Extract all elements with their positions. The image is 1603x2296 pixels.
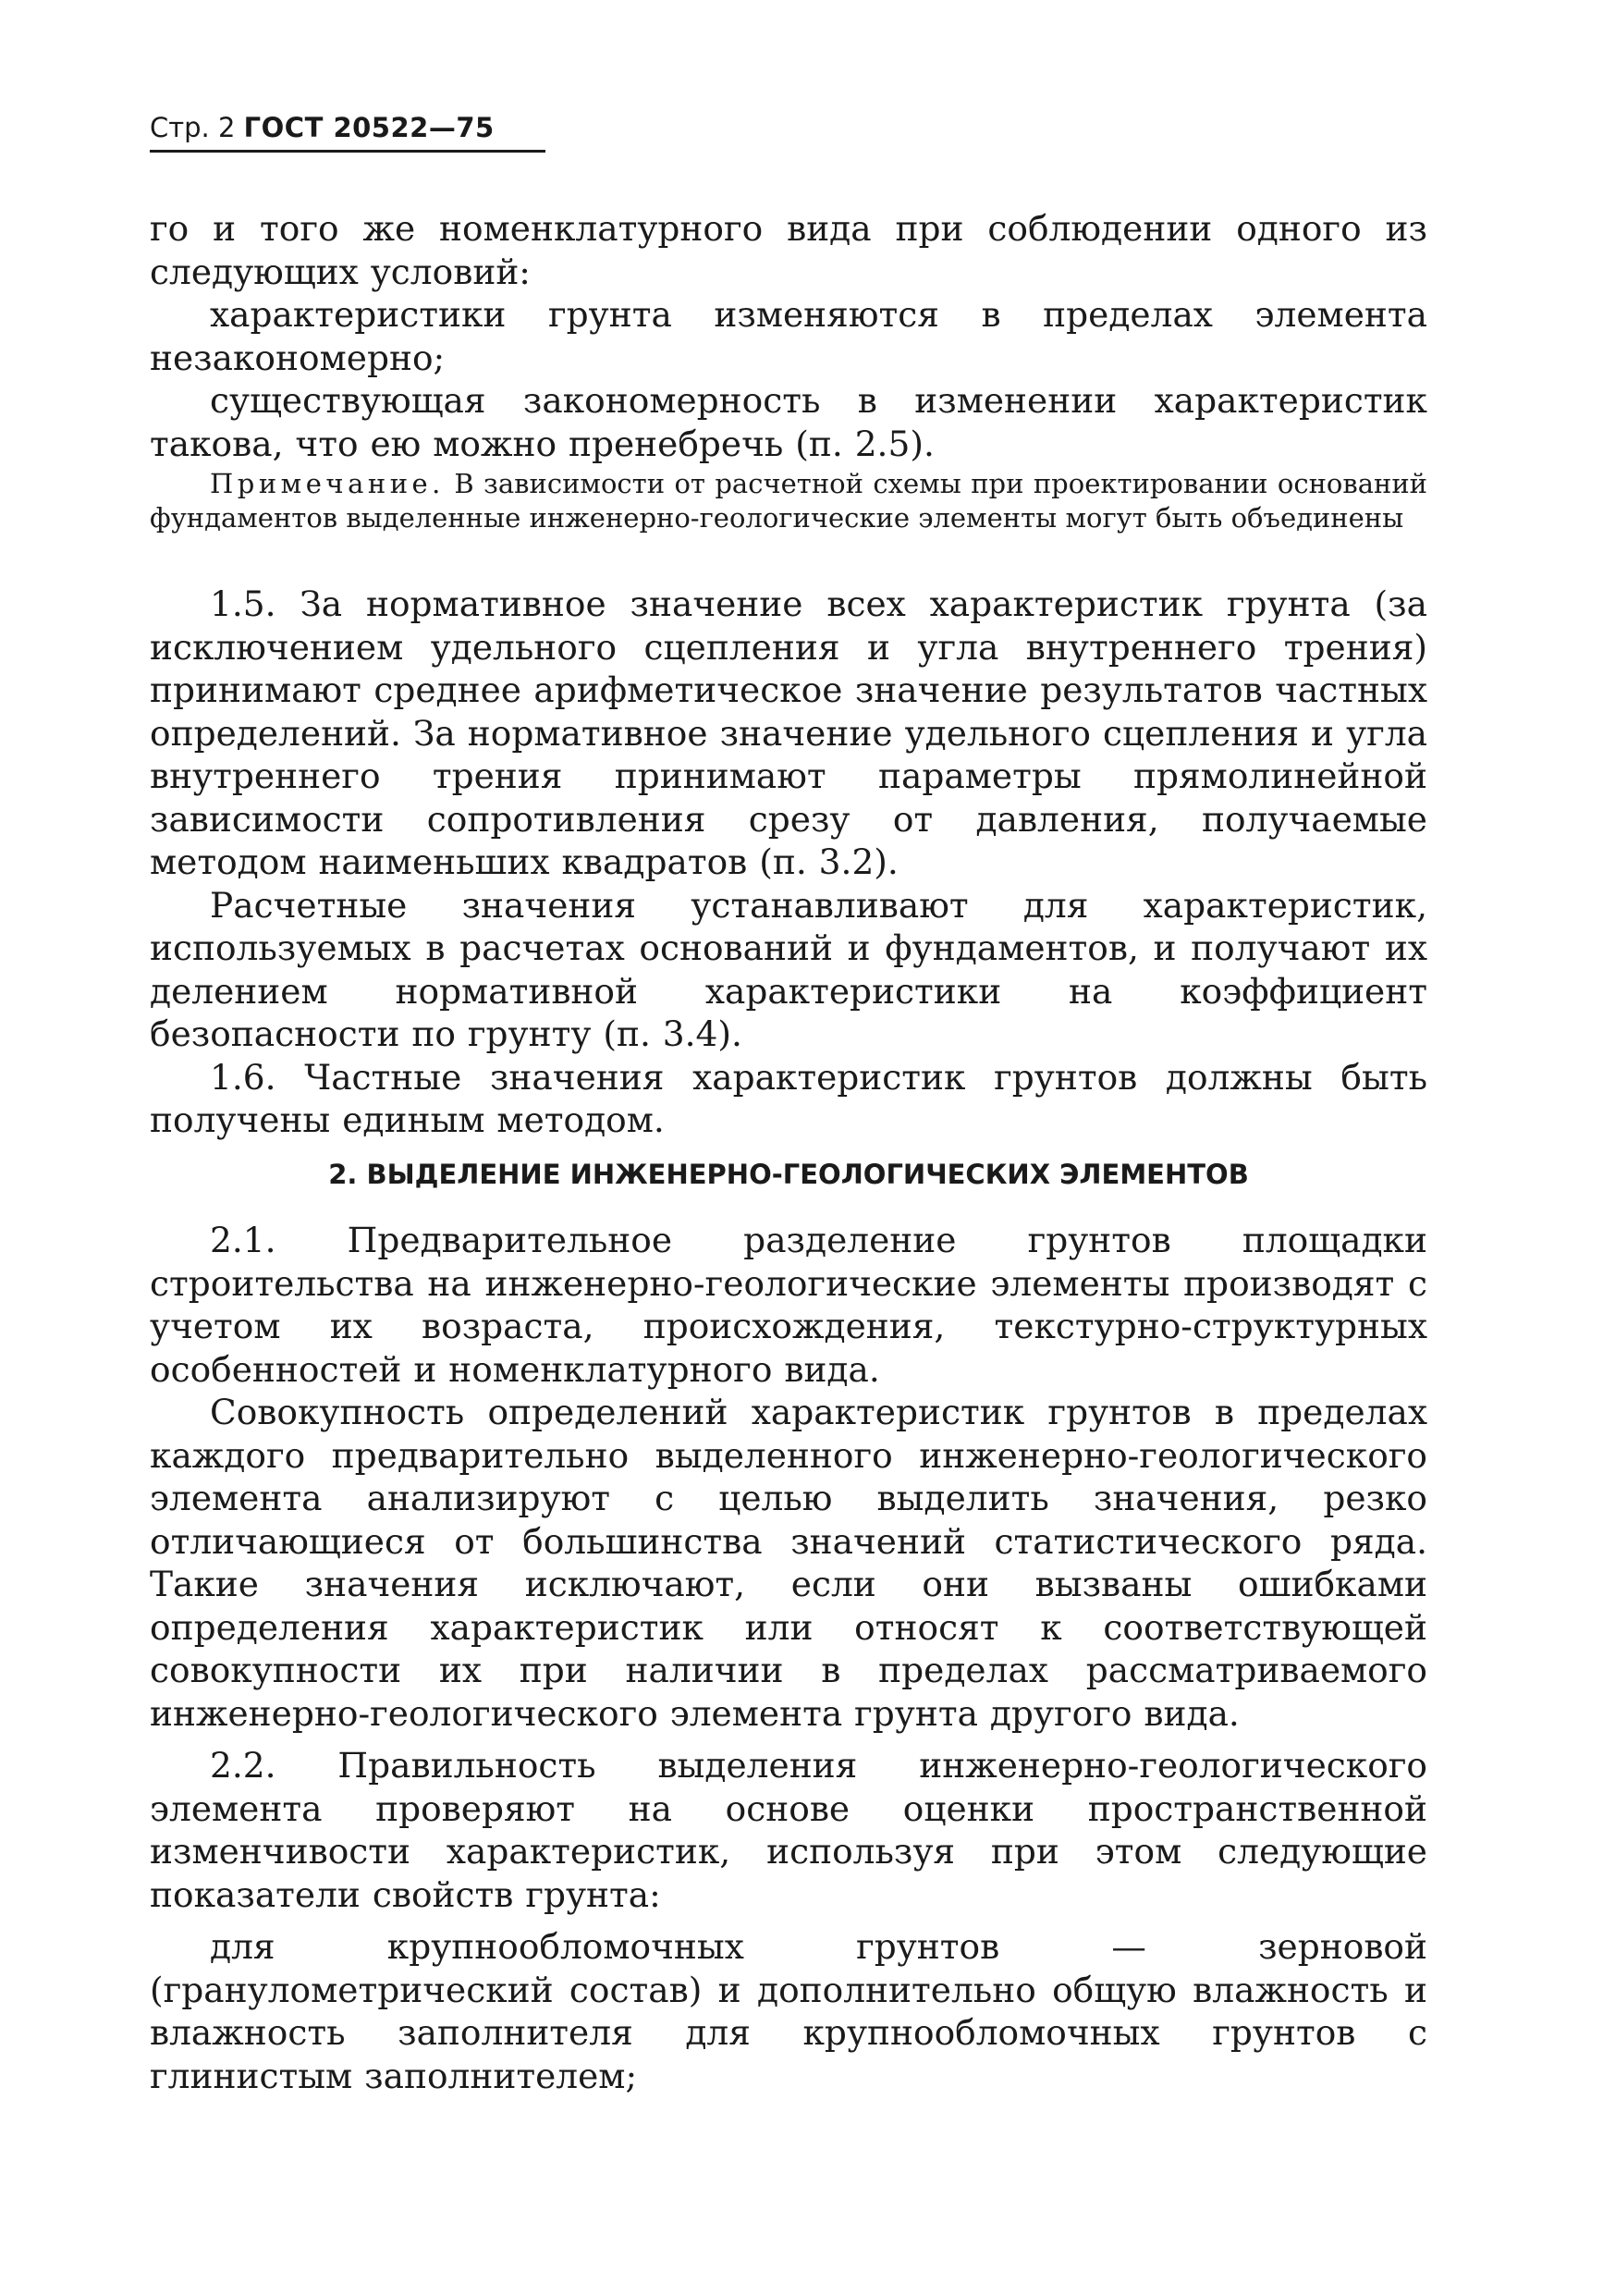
note-label: Примечание. (210, 468, 445, 499)
text-block-3 (150, 1219, 1427, 2097)
header-rule (150, 150, 545, 153)
page-number: Стр. 2 (150, 112, 236, 143)
standard-number: ГОСТ 20522—75 (243, 112, 495, 143)
paragraph-condition-2: существующая закономерность в изменении характеристик такова, что ею можно пренебречь (п. 2.5). (150, 380, 1427, 464)
paragraph-continuation: го и того же номенклатурного вида при соблюдении одного из следующих условий: (150, 208, 1427, 292)
paragraph-coarse-soils: для крупнообломочных грунтов — зерновой (гранулометрический состав) и дополнительно общую влажность и влажность заполнителя для крупнообломочных грунтов с глинистым заполнителем; (150, 1926, 1427, 2096)
note-block (150, 467, 1427, 535)
clause-1-5: 1.5. За нормативное значение всех характеристик грунта (за исключением удельного сцепления и угла внутреннего трения) принимают среднее арифметическое значение результатов частных определений. За нормативное значение удельного сцепления и угла внутреннего трения принимают параметры прямолинейной зависимости сопротивления срезу от давления, получаемые методом наименьших квадратов (п. 3.2). (150, 583, 1427, 882)
text-block-1 (150, 207, 1427, 465)
clause-2-1: 2.1. Предварительное разделение грунтов площадки строительства на инженерно-геологические элементы производят с учетом их возраста, происхождения, текстурно-структурных особенностей и номенклатурного вида. (150, 1220, 1427, 1390)
clause-2-2: 2.2. Правильность выделения инженерно-геологического элемента проверяют на основе оценки пространственной изменчивости характеристик, используя при этом следующие показатели свойств грунта: (150, 1745, 1427, 1915)
note-text: В зависимости от расчетной схемы при проектировании оснований фундаментов выделенные инженерно-геологические элементы могут быть объединены (150, 468, 1427, 534)
page-header (150, 109, 545, 146)
section-heading: 2. ВЫДЕЛЕНИЕ ИНЖЕНЕРНО-ГЕОЛОГИЧЕСКИХ ЭЛЕМЕНТОВ (328, 1159, 1249, 1190)
paragraph-condition-1: характеристики грунта изменяются в пределах элемента незакономерно; (150, 294, 1427, 378)
clause-1-6: 1.6. Частные значения характеристик грунтов должны быть получены единым методом. (150, 1056, 1427, 1140)
text-block-2 (150, 583, 1427, 1142)
paragraph-design-values: Расчетные значения устанавливают для характеристик, используемых в расчетах оснований и фундаментов, и получают их делением нормативной характеристики на коэффициент безопасности по грунту (п. 3.4). (150, 884, 1427, 1054)
paragraph-aggregate-analysis: Совокупность определений характеристик грунтов в пределах каждого предварительно выделенного инженерно-геологического элемента анализируют с целью выделить значения, резко отличающиеся от большинства значений статистического ряда. Такие значения исключают, если они вызваны ошибками определения характеристик или относят к соответствующей совокупности их при наличии в пределах рассматриваемого инженерно-геологического элемента грунта другого вида. (150, 1392, 1427, 1734)
note-paragraph (150, 467, 1427, 535)
